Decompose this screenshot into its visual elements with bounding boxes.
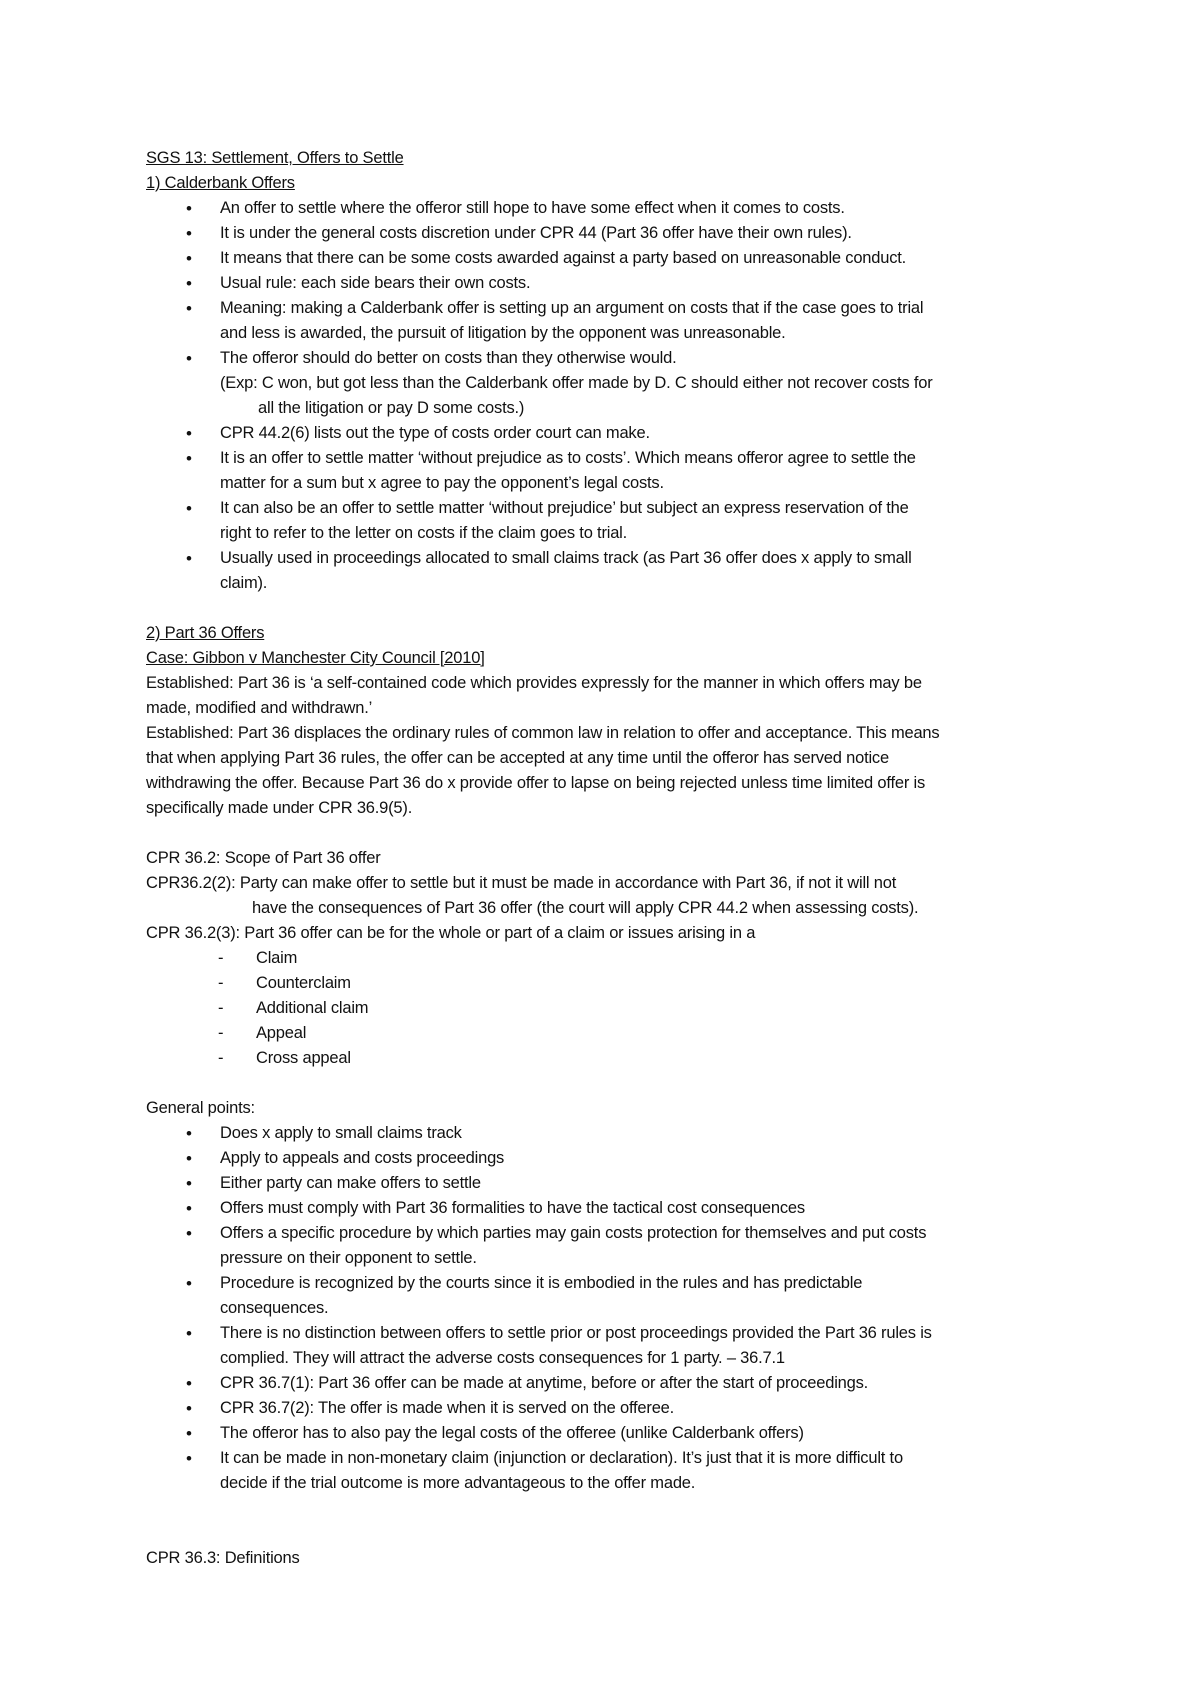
list-item: • Apply to appeals and costs proceedings xyxy=(146,1146,1076,1171)
paragraph-line: withdrawing the offer. Because Part 36 do x provide offer to lapse on being rejected unless time limited offer is xyxy=(146,774,926,792)
list-item: • CPR 44.2(6) lists out the type of costs order court can make. xyxy=(146,421,1076,446)
list-item: • The offeror should do better on costs than they otherwise would. (Exp: C won, but got less than the Calderbank offer made by D. C should either not recover costs for all the litigation or pay D some costs.) xyxy=(146,346,1076,421)
list-item: - Cross appeal xyxy=(146,1046,1076,1071)
list-item: • Does x apply to small claims track xyxy=(146,1121,1076,1146)
list-item: • An offer to settle where the offeror still hope to have some effect when it comes to costs. xyxy=(146,196,1076,221)
claim-types-list xyxy=(146,946,1076,1071)
list-item: • Usual rule: each side bears their own costs. xyxy=(146,271,1076,296)
list-item: • It can also be an offer to settle matter ‘without prejudice’ but subject an express reservation of the right to refer to the letter on costs if the claim goes to trial. xyxy=(146,496,1076,546)
list-item: • Either party can make offers to settle xyxy=(146,1171,1076,1196)
case-citation: Case: Gibbon v Manchester City Council [2010] xyxy=(146,649,485,667)
calderbank-bullet-list xyxy=(146,196,1076,596)
list-item: - Appeal xyxy=(146,1021,1076,1046)
paragraph-line: Established: Part 36 is ‘a self-contained code which provides expressly for the manner in which offers may be xyxy=(146,674,922,692)
rule-line: have the consequences of Part 36 offer (the court will apply CPR 44.2 when assessing costs). xyxy=(252,899,919,917)
rule-line: CPR36.2(2): Party can make offer to settle but it must be made in accordance with Part 36, if not it will not xyxy=(146,874,897,892)
general-points-heading: General points: xyxy=(146,1099,255,1117)
list-item: • It means that there can be some costs awarded against a party based on unreasonable conduct. xyxy=(146,246,1076,271)
list-item: • There is no distinction between offers to settle prior or post proceedings provided the Part 36 rules is complied. They will attract the adverse costs consequences for 1 party. – 36.7.1 xyxy=(146,1321,1076,1371)
paragraph-line: Established: Part 36 displaces the ordinary rules of common law in relation to offer and acceptance. This means xyxy=(146,724,940,742)
list-item: - Claim xyxy=(146,946,1076,971)
section-heading-part36: 2) Part 36 Offers xyxy=(146,624,265,642)
paragraph-line: made, modified and withdrawn.’ xyxy=(146,699,373,717)
list-item: • Offers a specific procedure by which parties may gain costs protection for themselves and put costs pressure on their opponent to settle. xyxy=(146,1221,1076,1271)
document-body xyxy=(146,146,1076,1571)
list-item: • The offeror has to also pay the legal costs of the offeree (unlike Calderbank offers) xyxy=(146,1421,1076,1446)
definitions-heading: CPR 36.3: Definitions xyxy=(146,1549,300,1567)
list-item: • CPR 36.7(2): The offer is made when it is served on the offeree. xyxy=(146,1396,1076,1421)
section-heading-calderbank: 1) Calderbank Offers xyxy=(146,174,295,192)
document-title: SGS 13: Settlement, Offers to Settle xyxy=(146,149,404,167)
list-item: • Meaning: making a Calderbank offer is setting up an argument on costs that if the case goes to trial and less is awarded, the pursuit of litigation by the opponent was unreasonable. xyxy=(146,296,1076,346)
list-item: - Counterclaim xyxy=(146,971,1076,996)
list-item: • It is an offer to settle matter ‘without prejudice as to costs’. Which means offeror agree to settle the matter for a sum but x agree to pay the opponent’s legal costs. xyxy=(146,446,1076,496)
list-item: • It can be made in non-monetary claim (injunction or declaration). It’s just that it is more difficult to decide if the trial outcome is more advantageous to the offer made. xyxy=(146,1446,1076,1496)
list-item: • It is under the general costs discretion under CPR 44 (Part 36 offer have their own rules). xyxy=(146,221,1076,246)
list-item: - Additional claim xyxy=(146,996,1076,1021)
paragraph-line: specifically made under CPR 36.9(5). xyxy=(146,799,413,817)
general-points-list xyxy=(146,1121,1076,1496)
rule-line: CPR 36.2(3): Part 36 offer can be for the whole or part of a claim or issues arising in a xyxy=(146,924,756,942)
list-item: • Usually used in proceedings allocated to small claims track (as Part 36 offer does x apply to small claim). xyxy=(146,546,1076,596)
list-item: • Offers must comply with Part 36 formalities to have the tactical cost consequences xyxy=(146,1196,1076,1221)
list-item: • Procedure is recognized by the courts since it is embodied in the rules and has predictable consequences. xyxy=(146,1271,1076,1321)
list-item: • CPR 36.7(1): Part 36 offer can be made at anytime, before or after the start of proceedings. xyxy=(146,1371,1076,1396)
paragraph-line: that when applying Part 36 rules, the offer can be accepted at any time until the offeror has served notice xyxy=(146,749,889,767)
scope-heading: CPR 36.2: Scope of Part 36 offer xyxy=(146,849,381,867)
